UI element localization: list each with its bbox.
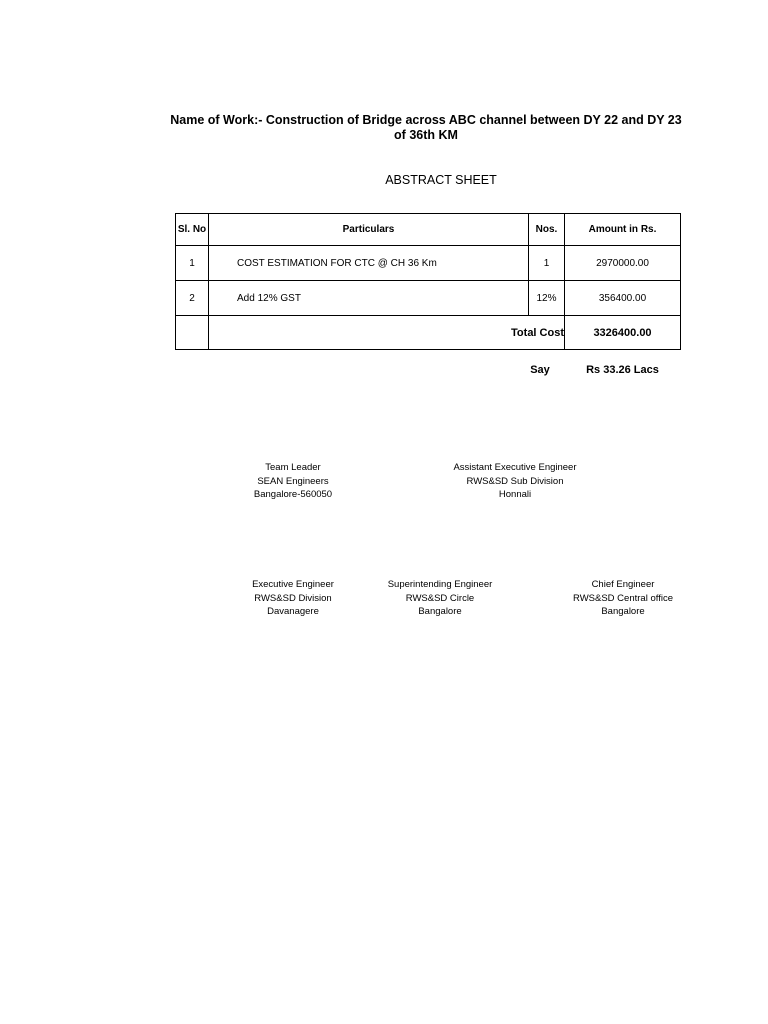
signatory-title: Executive Engineer	[252, 579, 334, 590]
signatory-title: Team Leader	[265, 462, 321, 473]
signatory-place: Bangalore	[601, 606, 645, 617]
table-row	[176, 246, 681, 281]
signatory-place: Honnali	[498, 489, 532, 500]
cell-particulars	[209, 281, 529, 316]
cell-sl-no: 1	[176, 246, 209, 281]
signatory-title: Assistant Executive Engineer	[453, 462, 577, 473]
cell-empty	[176, 316, 209, 350]
abstract-table	[175, 213, 681, 350]
name-of-work-title: Name of Work:- Construction of Bridge across ABC channel between DY 22 and DY 23 of 36th KM	[170, 113, 682, 142]
signatory-assistant-executive-engineer	[430, 461, 600, 502]
particulars-text: Add 12% GST	[237, 292, 301, 304]
signatory-title: Superintending Engineer	[387, 579, 493, 590]
signatory-superintending-engineer	[365, 578, 515, 619]
cell-nos: 12%	[529, 281, 565, 316]
signatory-chief-engineer	[548, 578, 698, 619]
header-amount: Amount in Rs.	[565, 214, 681, 246]
signatory-executive-engineer	[223, 578, 363, 619]
header-nos: Nos.	[529, 214, 565, 246]
cell-amount: 356400.00	[565, 281, 681, 316]
signatory-place: Bangalore	[418, 606, 462, 617]
header-particulars: Particulars	[209, 214, 529, 246]
signatory-org: RWS&SD Division	[254, 592, 332, 604]
table-row	[176, 281, 681, 316]
total-cost-label: Total Cost	[209, 316, 565, 350]
cell-particulars	[209, 246, 529, 281]
total-row	[176, 316, 681, 350]
signatory-org: RWS&SD Central office	[573, 592, 673, 604]
particulars-text: COST ESTIMATION FOR CTC @ CH 36 Km	[237, 257, 437, 269]
say-label: Say	[530, 364, 550, 376]
table-header-row	[176, 214, 681, 246]
signatory-org: SEAN Engineers	[257, 475, 329, 487]
signatory-place: Davanagere	[267, 606, 319, 617]
header-sl-no: Sl. No	[176, 214, 209, 246]
signatory-org: RWS&SD Sub Division	[466, 475, 564, 487]
signatory-place: Bangalore-560050	[253, 489, 333, 500]
cell-sl-no: 2	[176, 281, 209, 316]
total-cost-value: 3326400.00	[565, 316, 681, 350]
cell-nos: 1	[529, 246, 565, 281]
signatory-org: RWS&SD Circle	[405, 592, 475, 604]
signatory-team-leader	[223, 461, 363, 502]
signatory-title: Chief Engineer	[591, 579, 655, 590]
abstract-sheet-heading: ABSTRACT SHEET	[385, 173, 497, 187]
say-value: Rs 33.26 Lacs	[586, 364, 659, 376]
cell-amount: 2970000.00	[565, 246, 681, 281]
